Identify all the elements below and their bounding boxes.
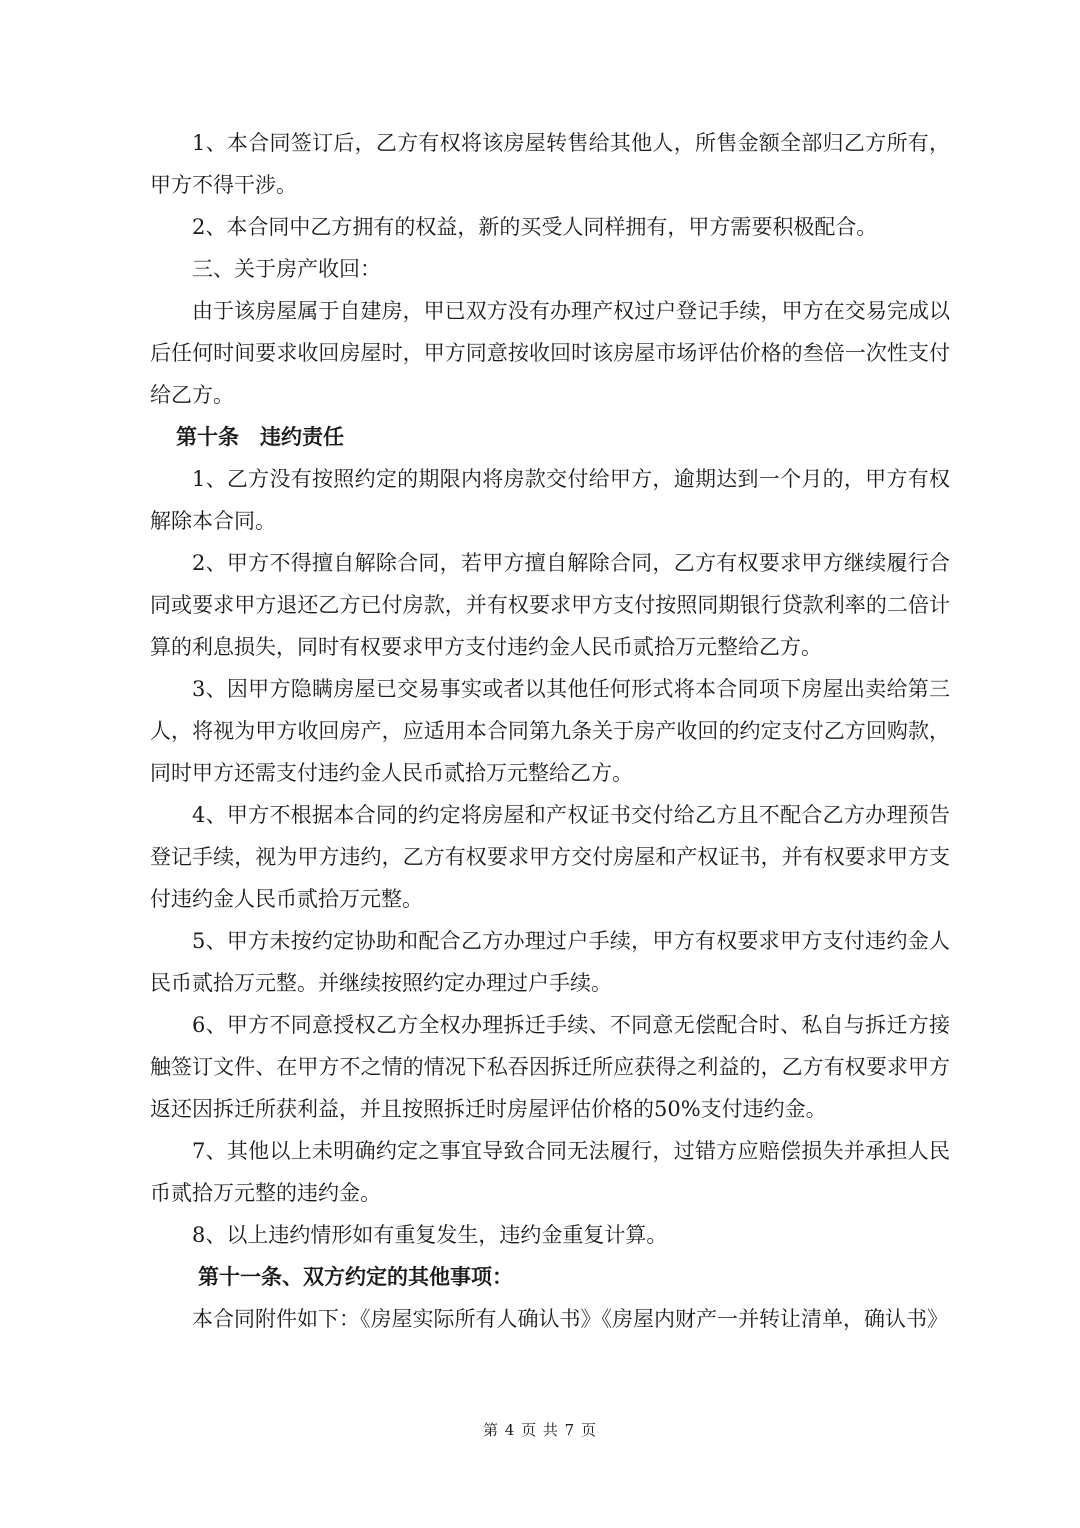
- article-10-item-7: 7、其他以上未明确约定之事宜导致合同无法履行，过错方应赔偿损失并承担人民币贰拾万元整的违约金。: [150, 1139, 950, 1205]
- document-page: [150, 122, 950, 1340]
- article-10-item-6: 6、甲方不同意授权乙方全权办理拆迁手续、不同意无偿配合时、私自与拆迁方接触签订文件、在甲方不之情的情况下私吞因拆迁所应获得之利益的，乙方有权要求甲方返还因拆迁所获利益，并且按照拆迁时房屋评估价格的50%支付违约金。: [150, 1013, 950, 1121]
- article-10-item-1: 1、乙方没有按照约定的期限内将房款交付给甲方，逾期达到一个月的，甲方有权解除本合同。: [150, 467, 950, 533]
- section-3-title: 三、关于房产收回：: [192, 257, 381, 281]
- article-11-attachments: 本合同附件如下：《房屋实际所有人确认书》《房屋内财产一并转让清单，确认书》: [192, 1307, 948, 1331]
- page-number-footer: 第 4 页 共 7 页: [483, 1421, 597, 1439]
- article-10-item-4: 4、甲方不根据本合同的约定将房屋和产权证书交付给乙方且不配合乙方办理预告登记手续，视为甲方违约，乙方有权要求甲方交付房屋和产权证书，并有权要求甲方支付违约金人民币贰拾万元整。: [150, 803, 950, 911]
- article-10-item-3: 3、因甲方隐瞒房屋已交易事实或者以其他任何形式将本合同项下房屋出卖给第三人，将视为甲方收回房产，应适用本合同第九条关于房产收回的约定支付乙方回购款，同时甲方还需支付违约金人民币贰拾万元整给乙方。: [150, 677, 950, 785]
- article-11-heading: 第十一条、双方约定的其他事项：: [198, 1264, 513, 1289]
- article-10-item-2: 2、甲方不得擅自解除合同，若甲方擅自解除合同，乙方有权要求甲方继续履行合同或要求甲方退还乙方已付房款，并有权要求甲方支付按照同期银行贷款利率的二倍计算的利息损失，同时有权要求甲方支付违约金人民币贰拾万元整给乙方。: [150, 551, 950, 659]
- clause-9-item-2: 2、本合同中乙方拥有的权益，新的买受人同样拥有，甲方需要积极配合。: [192, 215, 878, 239]
- article-10-heading: 第十条 违约责任: [176, 424, 344, 449]
- article-10-item-8: 8、以上违约情形如有重复发生，违约金重复计算。: [192, 1223, 668, 1247]
- section-3-body: 由于该房屋属于自建房，甲已双方没有办理产权过户登记手续，甲方在交易完成以后任何时间要求收回房屋时，甲方同意按收回时该房屋市场评估价格的叁倍一次性支付给乙方。: [150, 299, 950, 407]
- article-10-item-5: 5、甲方未按约定协助和配合乙方办理过户手续，甲方有权要求甲方支付违约金人民币贰拾万元整。并继续按照约定办理过户手续。: [150, 929, 950, 995]
- clause-9-item-1: 1、本合同签订后，乙方有权将该房屋转售给其他人，所售金额全部归乙方所有，甲方不得干涉。: [150, 131, 950, 197]
